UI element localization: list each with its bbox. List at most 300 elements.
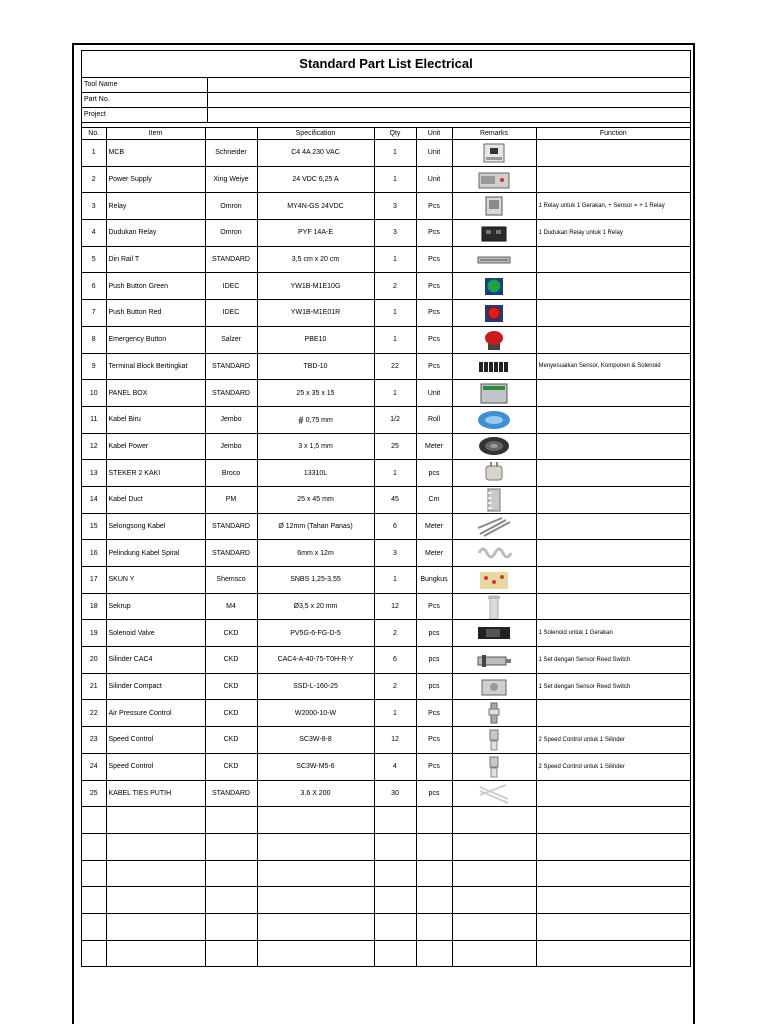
empty-cell[interactable]: [452, 887, 536, 914]
table-row: [82, 406, 690, 433]
empty-cell[interactable]: [416, 807, 452, 834]
ties-thumbnail: [476, 781, 512, 805]
item-name: Relay: [106, 193, 205, 220]
empty-cell[interactable]: [416, 940, 452, 967]
item-qty: 22: [374, 353, 416, 380]
item-qty: 1: [374, 300, 416, 327]
row-number: 5: [82, 246, 106, 273]
cable-power-thumbnail: [476, 434, 512, 458]
relay-thumbnail: [476, 194, 512, 218]
item-function: 1 Set dengan Sensor Reed Switch: [536, 673, 690, 700]
item-remarks: [452, 460, 536, 487]
row-number: 21: [82, 673, 106, 700]
column-header: [205, 128, 257, 140]
item-unit: pcs: [416, 620, 452, 647]
item-remarks: [452, 140, 536, 167]
empty-cell[interactable]: [257, 940, 374, 967]
table-row: [82, 620, 690, 647]
item-qty: 1: [374, 380, 416, 407]
item-unit: Unit: [416, 380, 452, 407]
item-remarks: [452, 593, 536, 620]
empty-row: [82, 887, 690, 914]
item-name: Dudukan Relay: [106, 220, 205, 247]
table-row: [82, 460, 690, 487]
terminal-thumbnail: [476, 354, 512, 378]
empty-cell[interactable]: [82, 887, 106, 914]
item-function: [536, 300, 690, 327]
item-function: [536, 593, 690, 620]
row-number: 15: [82, 513, 106, 540]
item-specification: YW1B-M1E01R: [257, 300, 374, 327]
item-qty: 1/2: [374, 406, 416, 433]
table-row: [82, 753, 690, 780]
item-brand: Omron: [205, 220, 257, 247]
row-number: 19: [82, 620, 106, 647]
item-remarks: [452, 380, 536, 407]
item-remarks: [452, 673, 536, 700]
estop-thumbnail: [476, 328, 512, 352]
table-row: [82, 273, 690, 300]
info-section: [82, 78, 690, 123]
empty-cell[interactable]: [205, 833, 257, 860]
item-name: Selongsong Kabel: [106, 513, 205, 540]
item-unit: Pcs: [416, 300, 452, 327]
empty-cell[interactable]: [536, 833, 690, 860]
item-qty: 3: [374, 193, 416, 220]
item-qty: 45: [374, 486, 416, 513]
item-qty: 1: [374, 246, 416, 273]
empty-cell[interactable]: [106, 807, 205, 834]
row-number: 7: [82, 300, 106, 327]
empty-cell[interactable]: [452, 807, 536, 834]
item-function: Menyesuaikan Sensor, Komponen & Solenoid: [536, 353, 690, 380]
item-name: MCB: [106, 140, 205, 167]
speed-thumbnail: [476, 728, 512, 752]
table-row: [82, 700, 690, 727]
item-brand: PM: [205, 486, 257, 513]
empty-row: [82, 807, 690, 834]
item-specification: PV5G-6-FG-D-5: [257, 620, 374, 647]
item-remarks: [452, 300, 536, 327]
empty-cell[interactable]: [82, 833, 106, 860]
row-number: 23: [82, 727, 106, 754]
item-remarks: [452, 700, 536, 727]
item-brand: CKD: [205, 753, 257, 780]
empty-row: [82, 833, 690, 860]
item-specification: SC3W-8-8: [257, 727, 374, 754]
item-name: Kabel Duct: [106, 486, 205, 513]
item-remarks: [452, 246, 536, 273]
item-brand: CKD: [205, 727, 257, 754]
item-qty: 3: [374, 220, 416, 247]
table-row: [82, 433, 690, 460]
item-brand: M4: [205, 593, 257, 620]
table-row: [82, 647, 690, 674]
table-row: [82, 540, 690, 567]
item-qty: 4: [374, 753, 416, 780]
item-name: Emergency Button: [106, 326, 205, 353]
empty-cell[interactable]: [416, 833, 452, 860]
empty-cell[interactable]: [82, 913, 106, 940]
item-qty: 30: [374, 780, 416, 807]
table-row: [82, 353, 690, 380]
item-qty: 2: [374, 620, 416, 647]
item-specification: MY4N-GS 24VDC: [257, 193, 374, 220]
item-brand: IDEC: [205, 273, 257, 300]
item-brand: CKD: [205, 620, 257, 647]
item-function: [536, 700, 690, 727]
item-unit: Unit: [416, 166, 452, 193]
column-header: Unit: [416, 128, 452, 140]
table-row: [82, 220, 690, 247]
empty-cell[interactable]: [82, 807, 106, 834]
empty-cell[interactable]: [452, 913, 536, 940]
item-remarks: [452, 220, 536, 247]
empty-cell[interactable]: [106, 940, 205, 967]
item-specification: SC3W-M5-6: [257, 753, 374, 780]
item-name: Kabel Power: [106, 433, 205, 460]
empty-cell[interactable]: [374, 913, 416, 940]
item-brand: STANDARD: [205, 513, 257, 540]
table-row: [82, 246, 690, 273]
empty-cell[interactable]: [374, 860, 416, 887]
row-number: 8: [82, 326, 106, 353]
empty-cell[interactable]: [205, 940, 257, 967]
item-specification: SNBS 1,25-3,55: [257, 567, 374, 594]
item-specification: W2000-10-W: [257, 700, 374, 727]
item-brand: Schneider: [205, 140, 257, 167]
item-function: [536, 246, 690, 273]
item-function: 2 Speed Control untuk 1 Silinder: [536, 727, 690, 754]
item-specification: 3 x 1,5 mm: [257, 433, 374, 460]
empty-cell[interactable]: [106, 833, 205, 860]
item-specification: C4 4A 230 VAC: [257, 140, 374, 167]
item-qty: 1: [374, 326, 416, 353]
item-specification: 6mm x 12m: [257, 540, 374, 567]
info-row: [82, 93, 690, 108]
item-name: Speed Control: [106, 727, 205, 754]
item-specification: PBE10: [257, 326, 374, 353]
empty-cell[interactable]: [536, 860, 690, 887]
empty-cell[interactable]: [416, 860, 452, 887]
row-number: 2: [82, 166, 106, 193]
item-remarks: [452, 433, 536, 460]
item-name: Din Rail T: [106, 246, 205, 273]
empty-row: [82, 940, 690, 967]
row-number: 14: [82, 486, 106, 513]
column-header: Function: [536, 128, 690, 140]
item-specification: TBD-10: [257, 353, 374, 380]
table-row: [82, 486, 690, 513]
row-number: 3: [82, 193, 106, 220]
column-header: Specification: [257, 128, 374, 140]
item-brand: IDEC: [205, 300, 257, 327]
item-remarks: [452, 166, 536, 193]
item-function: [536, 273, 690, 300]
item-remarks: [452, 540, 536, 567]
empty-cell[interactable]: [106, 913, 205, 940]
empty-cell[interactable]: [257, 913, 374, 940]
item-brand: Omron: [205, 193, 257, 220]
item-brand: Jembo: [205, 406, 257, 433]
table-row: [82, 727, 690, 754]
table-row: [82, 593, 690, 620]
air-thumbnail: [476, 701, 512, 725]
empty-cell[interactable]: [82, 940, 106, 967]
item-function: [536, 140, 690, 167]
item-specification: 25 x 45 mm: [257, 486, 374, 513]
item-name: Kabel Biru: [106, 406, 205, 433]
column-header: Item: [106, 128, 205, 140]
skun-thumbnail: [476, 568, 512, 592]
item-specification: SSD-L-160-25: [257, 673, 374, 700]
item-specification: 25 x 35 x 15: [257, 380, 374, 407]
item-unit: Pcs: [416, 727, 452, 754]
item-unit: Meter: [416, 513, 452, 540]
empty-cell[interactable]: [452, 833, 536, 860]
part-list-form: [81, 50, 691, 967]
item-unit: Unit: [416, 140, 452, 167]
item-name: Push Button Red: [106, 300, 205, 327]
item-unit: Pcs: [416, 326, 452, 353]
table-row: [82, 780, 690, 807]
item-function: 1 Set dengan Sensor Reed Switch: [536, 647, 690, 674]
part-list-table: [82, 128, 690, 967]
row-number: 6: [82, 273, 106, 300]
info-label: Project: [82, 108, 208, 122]
item-name: Pelindung Kabel Spiral: [106, 540, 205, 567]
item-unit: Bungkus: [416, 567, 452, 594]
empty-cell[interactable]: [106, 887, 205, 914]
item-specification: YW1B-M1E10G: [257, 273, 374, 300]
empty-cell[interactable]: [536, 913, 690, 940]
row-number: 24: [82, 753, 106, 780]
item-unit: Pcs: [416, 593, 452, 620]
item-specification: Ø 12mm (Tahan Panas): [257, 513, 374, 540]
empty-cell[interactable]: [257, 887, 374, 914]
psu-thumbnail: [476, 168, 512, 192]
item-name: Air Pressure Control: [106, 700, 205, 727]
item-brand: CKD: [205, 647, 257, 674]
item-function: 1 Dudukan Relay untuk 1 Relay: [536, 220, 690, 247]
item-unit: Pcs: [416, 246, 452, 273]
item-remarks: [452, 193, 536, 220]
btn-red-thumbnail: [476, 301, 512, 325]
table-row: [82, 567, 690, 594]
column-header: Qty: [374, 128, 416, 140]
item-brand: STANDARD: [205, 780, 257, 807]
empty-row: [82, 913, 690, 940]
item-specification: Ø3,5 x 20 mm: [257, 593, 374, 620]
item-function: [536, 567, 690, 594]
table-row: [82, 673, 690, 700]
item-name: SKUN Y: [106, 567, 205, 594]
table-row: [82, 326, 690, 353]
item-unit: Pcs: [416, 753, 452, 780]
empty-cell[interactable]: [374, 940, 416, 967]
empty-cell[interactable]: [374, 887, 416, 914]
empty-cell[interactable]: [416, 887, 452, 914]
table-row: [82, 300, 690, 327]
item-remarks: [452, 326, 536, 353]
item-function: [536, 460, 690, 487]
item-qty: 2: [374, 673, 416, 700]
column-header: Remarks: [452, 128, 536, 140]
item-name: Solenoid Valve: [106, 620, 205, 647]
item-brand: Jembo: [205, 433, 257, 460]
row-number: 9: [82, 353, 106, 380]
item-remarks: [452, 727, 536, 754]
item-function: [536, 513, 690, 540]
item-qty: 1: [374, 140, 416, 167]
sleeve-thumbnail: [476, 514, 512, 538]
info-value[interactable]: [208, 108, 690, 122]
item-unit: pcs: [416, 460, 452, 487]
item-unit: pcs: [416, 780, 452, 807]
row-number: 25: [82, 780, 106, 807]
empty-cell[interactable]: [452, 940, 536, 967]
empty-cell[interactable]: [416, 913, 452, 940]
rail-thumbnail: [476, 248, 512, 272]
item-remarks: [452, 780, 536, 807]
empty-cell[interactable]: [205, 887, 257, 914]
empty-cell[interactable]: [205, 860, 257, 887]
item-function: [536, 166, 690, 193]
item-unit: Pcs: [416, 700, 452, 727]
item-unit: Roll: [416, 406, 452, 433]
row-number: 20: [82, 647, 106, 674]
item-function: [536, 540, 690, 567]
item-brand: STANDARD: [205, 540, 257, 567]
item-brand: Xing Weiye: [205, 166, 257, 193]
empty-cell[interactable]: [374, 807, 416, 834]
item-specification: PYF 14A-E: [257, 220, 374, 247]
item-name: Silinder CAC4: [106, 647, 205, 674]
item-function: [536, 780, 690, 807]
item-qty: 6: [374, 647, 416, 674]
empty-cell[interactable]: [205, 807, 257, 834]
item-remarks: [452, 567, 536, 594]
row-number: 10: [82, 380, 106, 407]
item-unit: Meter: [416, 433, 452, 460]
socket-thumbnail: [476, 221, 512, 245]
item-qty: 2: [374, 273, 416, 300]
item-unit: Pcs: [416, 273, 452, 300]
empty-cell[interactable]: [257, 807, 374, 834]
row-number: 17: [82, 567, 106, 594]
item-name: Speed Control: [106, 753, 205, 780]
screw-thumbnail: [476, 595, 512, 619]
table-row: [82, 513, 690, 540]
item-specification: 24 VDC 6,25 A: [257, 166, 374, 193]
cylinder-thumbnail: [476, 648, 512, 672]
item-function: 2 Speed Control untuk 1 Silinder: [536, 753, 690, 780]
info-row: [82, 78, 690, 93]
item-function: [536, 326, 690, 353]
item-function: 1 Relay untuk 1 Gerakan, + Sensor = + 1 Relay: [536, 193, 690, 220]
item-remarks: [452, 486, 536, 513]
row-number: 16: [82, 540, 106, 567]
item-specification: 3,5 cm x 20 cm: [257, 246, 374, 273]
item-brand: Broco: [205, 460, 257, 487]
item-unit: Cm: [416, 486, 452, 513]
item-name: Terminal Block Bertingkat: [106, 353, 205, 380]
item-qty: 12: [374, 593, 416, 620]
item-unit: Pcs: [416, 220, 452, 247]
table-row: [82, 380, 690, 407]
empty-cell[interactable]: [374, 833, 416, 860]
item-brand: CKD: [205, 700, 257, 727]
item-function: [536, 406, 690, 433]
item-brand: CKD: [205, 673, 257, 700]
item-remarks: [452, 406, 536, 433]
panel-thumbnail: [476, 381, 512, 405]
item-name: Power Supply: [106, 166, 205, 193]
mcb-thumbnail: [476, 141, 512, 165]
empty-cell[interactable]: [536, 887, 690, 914]
table-row: [82, 166, 690, 193]
item-qty: 1: [374, 460, 416, 487]
item-function: [536, 433, 690, 460]
item-specification: ∯ 0,75 mm: [257, 406, 374, 433]
item-qty: 1: [374, 567, 416, 594]
cable-blue-thumbnail: [476, 408, 512, 432]
item-qty: 1: [374, 166, 416, 193]
empty-cell[interactable]: [82, 860, 106, 887]
item-unit: Pcs: [416, 193, 452, 220]
info-label: Tool Name: [82, 78, 208, 92]
plug-thumbnail: [476, 461, 512, 485]
table-row: [82, 140, 690, 167]
item-specification: 13310L: [257, 460, 374, 487]
info-value[interactable]: [208, 93, 690, 107]
page-title: Standard Part List Electrical: [82, 51, 690, 78]
solenoid-thumbnail: [476, 621, 512, 645]
item-qty: 6: [374, 513, 416, 540]
empty-cell[interactable]: [205, 913, 257, 940]
btn-green-thumbnail: [476, 274, 512, 298]
empty-cell[interactable]: [536, 807, 690, 834]
empty-cell[interactable]: [257, 833, 374, 860]
item-qty: 1: [374, 700, 416, 727]
info-value[interactable]: [208, 78, 690, 92]
empty-cell[interactable]: [257, 860, 374, 887]
item-qty: 3: [374, 540, 416, 567]
item-qty: 25: [374, 433, 416, 460]
spreadsheet-page: [72, 43, 695, 1024]
item-brand: STANDARD: [205, 353, 257, 380]
empty-cell[interactable]: [536, 940, 690, 967]
table-row: [82, 193, 690, 220]
item-name: Push Button Green: [106, 273, 205, 300]
item-remarks: [452, 353, 536, 380]
empty-cell[interactable]: [452, 860, 536, 887]
info-row: [82, 108, 690, 123]
item-remarks: [452, 273, 536, 300]
item-remarks: [452, 513, 536, 540]
empty-cell[interactable]: [106, 860, 205, 887]
row-number: 13: [82, 460, 106, 487]
empty-row: [82, 860, 690, 887]
item-qty: 12: [374, 727, 416, 754]
row-number: 11: [82, 406, 106, 433]
item-function: [536, 380, 690, 407]
item-name: PANEL BOX: [106, 380, 205, 407]
item-brand: Salzer: [205, 326, 257, 353]
item-function: 1 Solenoid untuk 1 Gerakan: [536, 620, 690, 647]
column-header: No.: [82, 128, 106, 140]
info-label: Part No.: [82, 93, 208, 107]
